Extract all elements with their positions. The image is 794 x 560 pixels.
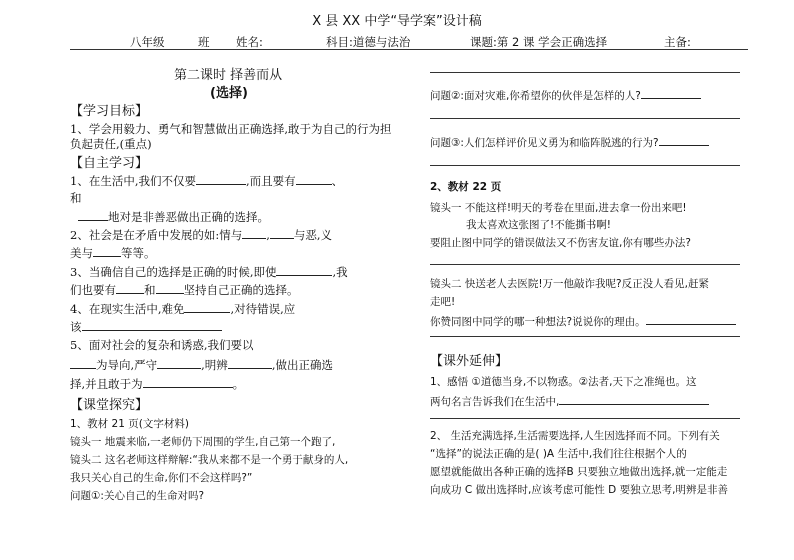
scene-1-question: 要阻止图中同学的错误做法又不伤害友谊,你有哪些办法? <box>430 237 691 249</box>
extension-item-2-line-2: “选择”的说法正确的是( )A 生活中,我们往往根据个人的 <box>430 448 687 460</box>
blank-field[interactable] <box>82 318 222 331</box>
blank-field[interactable] <box>78 208 108 221</box>
subject-label: 科目:道德与法治 <box>326 35 411 49</box>
self-study-item-5: 5、面对社会的复杂和诱惑,我们要以 <box>70 338 254 352</box>
blank-field[interactable] <box>296 172 332 185</box>
document-title: X 县 XX 中学“导学案”设计稿 <box>312 14 482 29</box>
answer-line[interactable] <box>430 165 740 166</box>
blank-field[interactable] <box>184 300 230 313</box>
blank-field[interactable] <box>270 226 294 239</box>
self-study-item-4-cont: 该 <box>70 318 222 335</box>
goal-line-2: 负起责任,(重点) <box>70 137 152 151</box>
extension-item-1: 1、感悟 ①道德当身,不以物惑。②法者,天下之准绳也。这 <box>430 376 697 388</box>
header-divider <box>70 49 748 50</box>
question-3: 问题③:人们怎样评价见义勇为和临阵脱逃的行为? <box>430 133 709 150</box>
extension-item-2: 2、 生活充满选择,生活需要选择,人生因选择而不同。下列有关 <box>430 430 720 442</box>
lesson-title: 第二课时 择善而从 <box>174 68 283 83</box>
name-label: 姓名: <box>236 35 263 49</box>
extension-item-2-line-3: 愿望就能做出各种正确的选择B 只要独立地做出选择,就一定能走 <box>430 466 728 478</box>
self-study-item-1-cont: 和 <box>70 191 82 205</box>
topic-label: 课题:第 2 课 学会正确选择 <box>470 35 608 49</box>
extension-item-2-line-4: 向成功 C 做出选择时,应该考虑可能性 D 要独立思考,明辨是非善 <box>430 484 728 496</box>
blank-field[interactable] <box>276 263 332 276</box>
blank-field[interactable] <box>646 312 736 325</box>
blank-field[interactable] <box>242 226 266 239</box>
blank-field[interactable] <box>143 375 233 388</box>
blank-field[interactable] <box>116 281 144 294</box>
blank-field[interactable] <box>70 356 96 369</box>
blank-field[interactable] <box>156 281 184 294</box>
self-study-item-3-cont: 们也要有 和 坚持自己正确的选择。 <box>70 283 299 297</box>
self-study-item-2-cont: 美与 等等。 <box>70 246 156 260</box>
explore-line-4: 我只关心自己的生命,你们不会这样吗?” <box>70 472 253 484</box>
scene-1-line-2: 我太喜欢这张图了!不能撕书啊! <box>466 219 611 231</box>
explore-heading: 【课堂探究】 <box>70 398 149 413</box>
explore-line-2: 镜头一 地震来临,一老师仍下周围的学生,自己第一个跑了, <box>70 436 336 448</box>
explore-line-3: 镜头二 这名老师这样辩解:“我从来都不是一个勇于献身的人, <box>70 454 349 466</box>
answer-line[interactable] <box>430 118 740 119</box>
self-study-item-1-end: 地对是非善恶做出正确的选择。 <box>78 208 269 225</box>
class-label: 班 <box>198 35 210 49</box>
self-study-item-5-end: 择,并且敢于为 。 <box>70 377 245 391</box>
self-study-item-3: 3、当确信自己的选择是正确的时候,即使 ,我 <box>70 265 348 279</box>
answer-line[interactable] <box>430 72 740 73</box>
blank-field[interactable] <box>559 392 709 405</box>
goals-heading: 【学习目标】 <box>70 104 149 119</box>
header-info-row <box>0 34 794 50</box>
scene-2-question: 你赞同图中同学的哪一种想法?说说你的理由。 <box>430 312 736 329</box>
blank-field[interactable] <box>196 172 246 185</box>
scene-2-line-1: 镜头二 快送老人去医院!万一他敲诈我呢?反正没人看见,赶紧 <box>430 278 709 290</box>
goal-line-1: 1、学会用毅力、勇气和智慧做出正确选择,敢于为自己的行为担 <box>70 122 392 136</box>
grade-label: 八年级 <box>130 35 165 49</box>
answer-line[interactable] <box>430 264 740 265</box>
self-study-item-1: 1、在生活中,我们不仅要 ,而且要有 、 <box>70 174 344 188</box>
explore-line-1: 1、教材 21 页(文字材料) <box>70 418 189 430</box>
self-study-item-4: 4、在现实生活中,难免 ,对待错误,应 <box>70 302 296 316</box>
textbook-section-2: 2、教材 22 页 <box>430 181 502 193</box>
scene-2-line-2: 走吧! <box>430 296 456 308</box>
blank-field[interactable] <box>659 133 709 146</box>
explore-question-1: 问题①:关心自己的生命对吗? <box>70 490 205 502</box>
answer-line[interactable] <box>430 418 740 419</box>
extension-heading: 【课外延伸】 <box>430 354 509 369</box>
blank-field[interactable] <box>641 86 701 99</box>
question-2: 问题②:面对灾难,你希望你的伙伴是怎样的人? <box>430 86 701 103</box>
answer-line[interactable] <box>430 336 740 337</box>
self-study-heading: 【自主学习】 <box>70 156 149 171</box>
scene-1-line-1: 镜头一 不能这样!明天的考卷在里面,进去拿一份出来吧! <box>430 202 687 214</box>
blank-field[interactable] <box>93 244 121 257</box>
blank-field[interactable] <box>157 356 201 369</box>
preparer-label: 主备: <box>664 35 691 49</box>
blank-field[interactable] <box>228 356 272 369</box>
extension-item-1-cont: 两句名言告诉我们在生活中, <box>430 392 709 409</box>
self-study-item-5-cont: 为导向,严守 ,明辨 ,做出正确选 <box>70 356 333 373</box>
lesson-subtitle: (选择) <box>210 86 248 101</box>
self-study-item-2: 2、社会是在矛盾中发展的如:情与 , 与恶,义 <box>70 228 333 242</box>
